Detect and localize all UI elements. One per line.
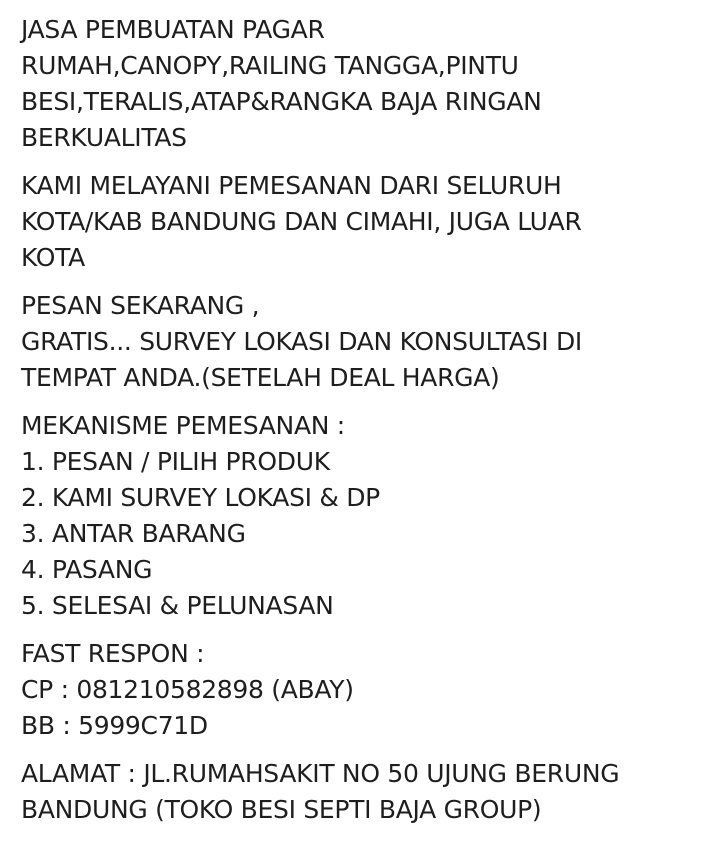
contact-bb-pin: BB : 5999C71D [21, 711, 208, 740]
address-line: BANDUNG (TOKO BESI SEPTI BAJA GROUP) [21, 795, 542, 824]
ordering-steps-paragraph [21, 408, 711, 624]
intro-line: RUMAH,CANOPY,RAILING TANGGA,PINTU [21, 51, 519, 80]
intro-line: JASA PEMBUATAN PAGAR [21, 15, 325, 44]
intro-paragraph [21, 12, 711, 156]
service-area-line: KAMI MELAYANI PEMESANAN DARI SELURUH [21, 171, 562, 200]
address-paragraph [21, 756, 711, 828]
intro-line: BERKUALITAS [21, 123, 187, 152]
offer-line: GRATIS... SURVEY LOKASI DAN KONSULTASI DI [21, 327, 583, 356]
ordering-step: 2. KAMI SURVEY LOKASI & DP [21, 483, 380, 512]
advertisement-text [21, 12, 711, 840]
ordering-step: 1. PESAN / PILIH PRODUK [21, 447, 330, 476]
offer-paragraph [21, 288, 711, 396]
contact-heading: FAST RESPON : [21, 639, 205, 668]
ordering-steps-heading: MEKANISME PEMESANAN : [21, 411, 345, 440]
address-line: ALAMAT : JL.RUMAHSAKIT NO 50 UJUNG BERUNG [21, 759, 620, 788]
ordering-step: 5. SELESAI & PELUNASAN [21, 591, 334, 620]
service-area-line: KOTA/KAB BANDUNG DAN CIMAHI, JUGA LUAR [21, 207, 582, 236]
service-area-paragraph [21, 168, 711, 276]
offer-line: TEMPAT ANDA.(SETELAH DEAL HARGA) [21, 363, 500, 392]
service-area-line: KOTA [21, 243, 85, 272]
offer-line: PESAN SEKARANG , [21, 291, 260, 320]
intro-line: BESI,TERALIS,ATAP&RANGKA BAJA RINGAN [21, 87, 542, 116]
contact-phone: CP : 081210582898 (ABAY) [21, 675, 354, 704]
contact-paragraph [21, 636, 711, 744]
ordering-step: 3. ANTAR BARANG [21, 519, 246, 548]
ordering-step: 4. PASANG [21, 555, 153, 584]
